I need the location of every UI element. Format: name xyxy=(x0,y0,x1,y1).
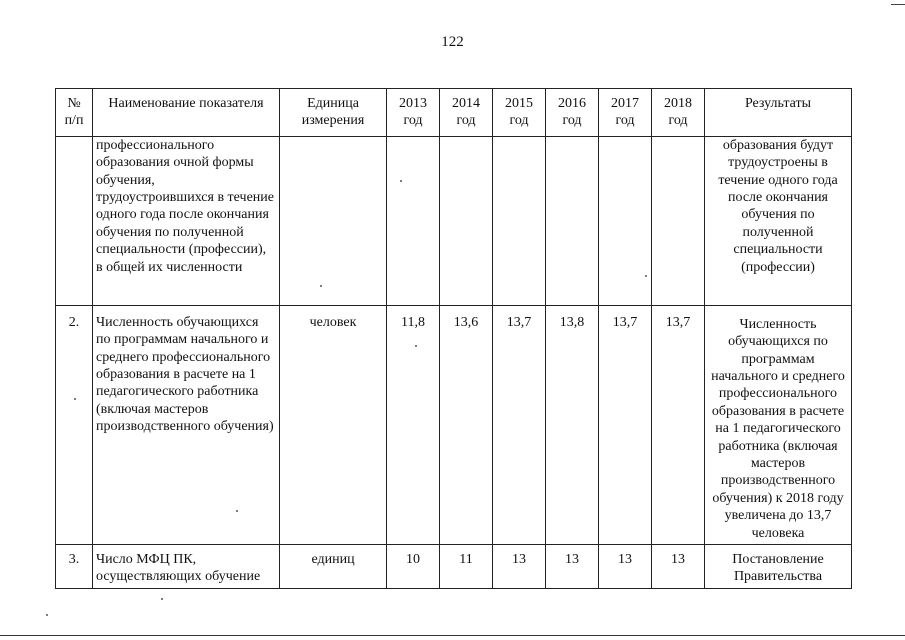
header-year-text: 2017 год xyxy=(611,96,639,129)
scan-speck xyxy=(645,275,647,277)
indicators-table xyxy=(55,88,852,589)
unit-cell: человек xyxy=(280,305,387,544)
header-year-2018 xyxy=(652,89,705,137)
value-cell xyxy=(599,136,652,305)
value-cell: 11 xyxy=(440,544,493,588)
header-year-2015 xyxy=(493,89,546,137)
value-cell: 13,7 xyxy=(493,305,546,544)
value-cell xyxy=(493,136,546,305)
scan-speck xyxy=(320,285,322,287)
header-year-text: 2018 год xyxy=(664,96,692,129)
table-row xyxy=(56,544,852,588)
header-year-2014 xyxy=(440,89,493,137)
indicator-name-cell: Число МФЦ ПК, осуществляющих обучение xyxy=(93,544,280,588)
value-cell: 10 xyxy=(387,544,440,588)
header-year-text: 2015 год xyxy=(505,96,533,129)
indicator-name-cell: профессионального образования очной формы обучения, трудоустроившихся в течение одного года после окончания обучения по полученной специальности (профессии), в общей их численности xyxy=(93,136,280,305)
header-year-text: 2016 год xyxy=(558,96,586,129)
bottom-scan-line xyxy=(0,635,905,636)
result-cell: образования будут трудоустроены в течение одного года после окончания обучения по полученной специальности (профессии) xyxy=(705,136,852,305)
header-name xyxy=(93,89,280,137)
value-cell xyxy=(546,136,599,305)
scan-speck xyxy=(415,345,417,347)
header-num-text: № п/п xyxy=(64,96,84,129)
table-row xyxy=(56,136,852,305)
scan-speck xyxy=(400,180,402,182)
header-results xyxy=(705,89,852,137)
value-cell: 13 xyxy=(652,544,705,588)
header-year-text: 2014 год xyxy=(452,96,480,129)
scan-speck xyxy=(161,598,163,600)
value-cell: 13 xyxy=(599,544,652,588)
unit-cell: единиц xyxy=(280,544,387,588)
table-header-row xyxy=(56,89,852,137)
value-cell: 13 xyxy=(493,544,546,588)
result-cell: Численность обучающихся по программам начального и среднего профессионального образования в расчете на 1 педагогического работника (включая мастеров производственного обучения) к 2018 году увеличена до 13,7 человека xyxy=(705,305,852,544)
scan-speck xyxy=(46,614,48,616)
indicator-name-cell: Численность обучающихся по программам начального и среднего профессионального образования в расчете на 1 педагогического работника (включая мастеров производственного обучения) xyxy=(93,305,280,544)
header-year-2017 xyxy=(599,89,652,137)
scan-speck xyxy=(74,398,76,400)
unit-cell xyxy=(280,136,387,305)
row-num-cell xyxy=(56,136,93,305)
value-cell: 13,7 xyxy=(652,305,705,544)
table-row xyxy=(56,305,852,544)
value-cell: 11,8 xyxy=(387,305,440,544)
header-year-2013 xyxy=(387,89,440,137)
header-unit xyxy=(280,89,387,137)
header-name-text: Наименование показателя xyxy=(108,96,264,111)
header-year-2016 xyxy=(546,89,599,137)
header-year-text: 2013 год xyxy=(399,96,427,129)
header-unit-text: Единица измерения xyxy=(301,96,365,129)
value-cell xyxy=(652,136,705,305)
value-cell: 13,6 xyxy=(440,305,493,544)
result-cell: Постановление Правительства xyxy=(705,544,852,588)
scan-speck xyxy=(236,510,238,512)
value-cell xyxy=(440,136,493,305)
row-num-cell: 3. xyxy=(56,544,93,588)
value-cell xyxy=(387,136,440,305)
corner-scan-mark xyxy=(891,4,905,5)
header-results-text: Результаты xyxy=(744,96,812,111)
header-num xyxy=(56,89,93,137)
value-cell: 13,8 xyxy=(546,305,599,544)
value-cell: 13 xyxy=(546,544,599,588)
page-number: 122 xyxy=(441,34,464,50)
row-num-cell: 2. xyxy=(56,305,93,544)
value-cell: 13,7 xyxy=(599,305,652,544)
